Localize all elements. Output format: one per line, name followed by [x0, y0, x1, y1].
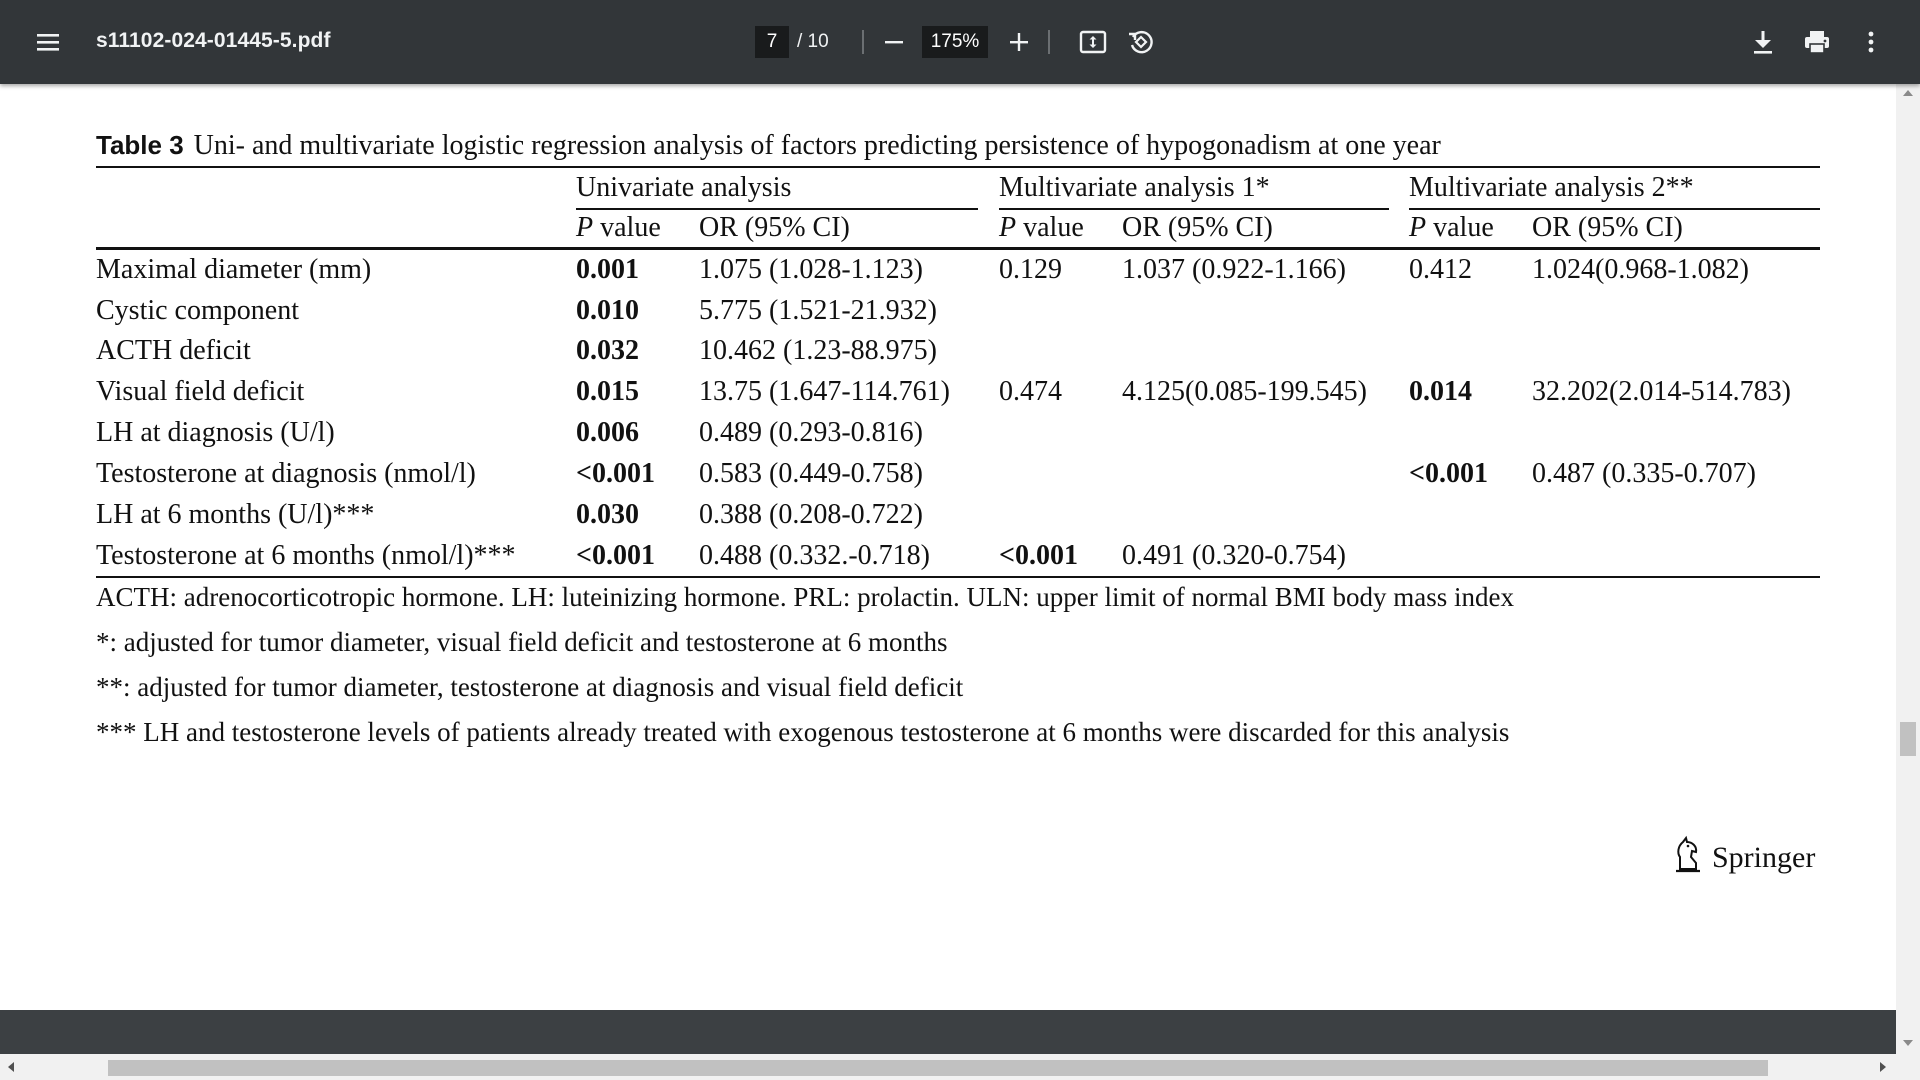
toolbar-divider [862, 30, 864, 54]
page-number-input[interactable] [755, 26, 789, 58]
univariate-or: 0.583 (0.449-0.758) [699, 458, 923, 489]
univariate-p: 0.015 [576, 376, 639, 407]
subheader-or-ci: OR (95% CI) [1532, 212, 1683, 243]
multivariate2-p: 0.412 [1409, 254, 1472, 285]
scroll-down-arrow-icon[interactable] [1903, 1040, 1913, 1046]
fit-page-button[interactable] [1073, 22, 1113, 62]
table-caption-text: Uni- and multivariate logistic regression analysis of factors predicting persistence of hypogonadism at one year [193, 130, 1441, 161]
table-row [96, 540, 1820, 580]
multivariate1-p: 0.474 [999, 376, 1062, 407]
multivariate2-p: 0.014 [1409, 376, 1472, 407]
subheader-p-value [576, 212, 661, 244]
univariate-p: <0.001 [576, 540, 655, 571]
row-label: Cystic component [96, 295, 299, 326]
fit-page-icon [1079, 29, 1107, 55]
multivariate1-or: 0.491 (0.320-0.754) [1122, 540, 1346, 571]
document-viewport[interactable] [0, 84, 1896, 1054]
minus-icon [883, 31, 905, 53]
multivariate1-p: <0.001 [999, 540, 1078, 571]
row-label: ACTH deficit [96, 335, 251, 366]
hamburger-menu-icon [35, 31, 61, 53]
footnote-abbreviations: ACTH: adrenocorticotropic hormone. LH: luteinizing hormone. PRL: prolactin. ULN: upper limit of normal BMI body mass index [96, 582, 1514, 612]
subheader-p-value [999, 212, 1084, 244]
group-underline [999, 208, 1389, 210]
table-row [96, 417, 1820, 457]
univariate-p: 0.030 [576, 499, 639, 530]
table-bottom-rule [96, 576, 1820, 578]
table-caption [96, 130, 1441, 162]
menu-button[interactable] [28, 22, 68, 62]
table-header-rule [96, 247, 1820, 250]
multivariate1-or: 4.125(0.085-199.545) [1122, 376, 1367, 407]
multivariate2-or: 1.024(0.968-1.082) [1532, 254, 1749, 285]
univariate-p: <0.001 [576, 458, 655, 489]
table-row [96, 335, 1820, 375]
print-icon [1803, 29, 1831, 55]
univariate-or: 5.775 (1.521-21.932) [699, 295, 937, 326]
document-filename: s11102-024-01445-5.pdf [96, 29, 331, 52]
p-italic: P [576, 212, 594, 243]
group-header-multivariate-2: Multivariate analysis 2** [1409, 172, 1694, 203]
toolbar-divider [1048, 30, 1050, 54]
download-icon [1751, 29, 1775, 55]
multivariate2-p: <0.001 [1409, 458, 1488, 489]
p-italic: P [1409, 212, 1427, 243]
row-label: Testosterone at 6 months (nmol/l)*** [96, 540, 516, 571]
rotate-icon [1127, 28, 1155, 56]
zoom-level-input[interactable] [922, 26, 988, 58]
footnote-multivariate-2: **: adjusted for tumor diameter, testosterone at diagnosis and visual field deficit [96, 672, 964, 702]
multivariate2-or: 0.487 (0.335-0.707) [1532, 458, 1756, 489]
univariate-or: 1.075 (1.028-1.123) [699, 254, 923, 285]
row-label: Maximal diameter (mm) [96, 254, 372, 285]
univariate-p: 0.010 [576, 295, 639, 326]
univariate-or: 10.462 (1.23-88.975) [699, 335, 937, 366]
scroll-up-arrow-icon[interactable] [1903, 90, 1913, 96]
univariate-or: 0.488 (0.332.-0.718) [699, 540, 930, 571]
plus-icon [1008, 31, 1030, 53]
p-value-text: value [593, 212, 661, 243]
p-value-text: value [1016, 212, 1084, 243]
row-label: Testosterone at diagnosis (nmol/l) [96, 458, 476, 489]
multivariate2-or: 32.202(2.014-514.783) [1532, 376, 1791, 407]
scroll-left-arrow-icon[interactable] [8, 1062, 14, 1072]
springer-horse-logo-icon [1672, 835, 1704, 881]
subheader-or-ci: OR (95% CI) [1122, 212, 1273, 243]
group-underline [1409, 208, 1820, 210]
horizontal-scroll-thumb[interactable] [108, 1060, 1768, 1076]
page-separator [0, 1010, 1896, 1054]
publisher-logo [1672, 835, 1815, 881]
rotate-button[interactable] [1121, 22, 1161, 62]
footnote-multivariate-1: *: adjusted for tumor diameter, visual field deficit and testosterone at 6 months [96, 627, 948, 657]
univariate-or: 13.75 (1.647-114.761) [699, 376, 950, 407]
group-header-univariate: Univariate analysis [576, 172, 792, 203]
page-total: / 10 [797, 31, 829, 52]
univariate-or: 0.489 (0.293-0.816) [699, 417, 923, 448]
vertical-scroll-thumb[interactable] [1900, 722, 1916, 756]
p-italic: P [999, 212, 1017, 243]
multivariate1-or: 1.037 (0.922-1.166) [1122, 254, 1346, 285]
more-actions-button[interactable] [1851, 22, 1891, 62]
subheader-or-ci: OR (95% CI) [699, 212, 850, 243]
download-button[interactable] [1743, 22, 1783, 62]
table-row [96, 254, 1820, 294]
zoom-out-button[interactable] [874, 22, 914, 62]
univariate-p: 0.001 [576, 254, 639, 285]
multivariate1-p: 0.129 [999, 254, 1062, 285]
print-button[interactable] [1797, 22, 1837, 62]
row-label: LH at diagnosis (U/l) [96, 417, 335, 448]
publisher-name: Springer [1712, 841, 1816, 874]
univariate-p: 0.006 [576, 417, 639, 448]
univariate-p: 0.032 [576, 335, 639, 366]
table-caption-label: Table 3 [96, 130, 184, 160]
vertical-scrollbar[interactable] [1896, 84, 1920, 1054]
row-label: LH at 6 months (U/l)*** [96, 499, 375, 530]
scroll-right-arrow-icon[interactable] [1880, 1062, 1886, 1072]
group-underline [576, 208, 978, 210]
table-top-rule [96, 166, 1820, 168]
subheader-p-value [1409, 212, 1494, 244]
group-header-multivariate-1: Multivariate analysis 1* [999, 172, 1270, 203]
table-row [96, 376, 1820, 416]
zoom-in-button[interactable] [999, 22, 1039, 62]
table-row [96, 499, 1820, 539]
more-vert-icon [1866, 30, 1876, 54]
table-row [96, 458, 1820, 498]
univariate-or: 0.388 (0.208-0.722) [699, 499, 923, 530]
row-label: Visual field deficit [96, 376, 305, 407]
table-row [96, 295, 1820, 335]
horizontal-scrollbar[interactable] [0, 1054, 1920, 1080]
footnote-exclusion: *** LH and testosterone levels of patients already treated with exogenous testosterone at 6 months were discarded for this analysis [96, 717, 1510, 747]
p-value-text: value [1426, 212, 1494, 243]
pdf-toolbar [0, 0, 1920, 84]
